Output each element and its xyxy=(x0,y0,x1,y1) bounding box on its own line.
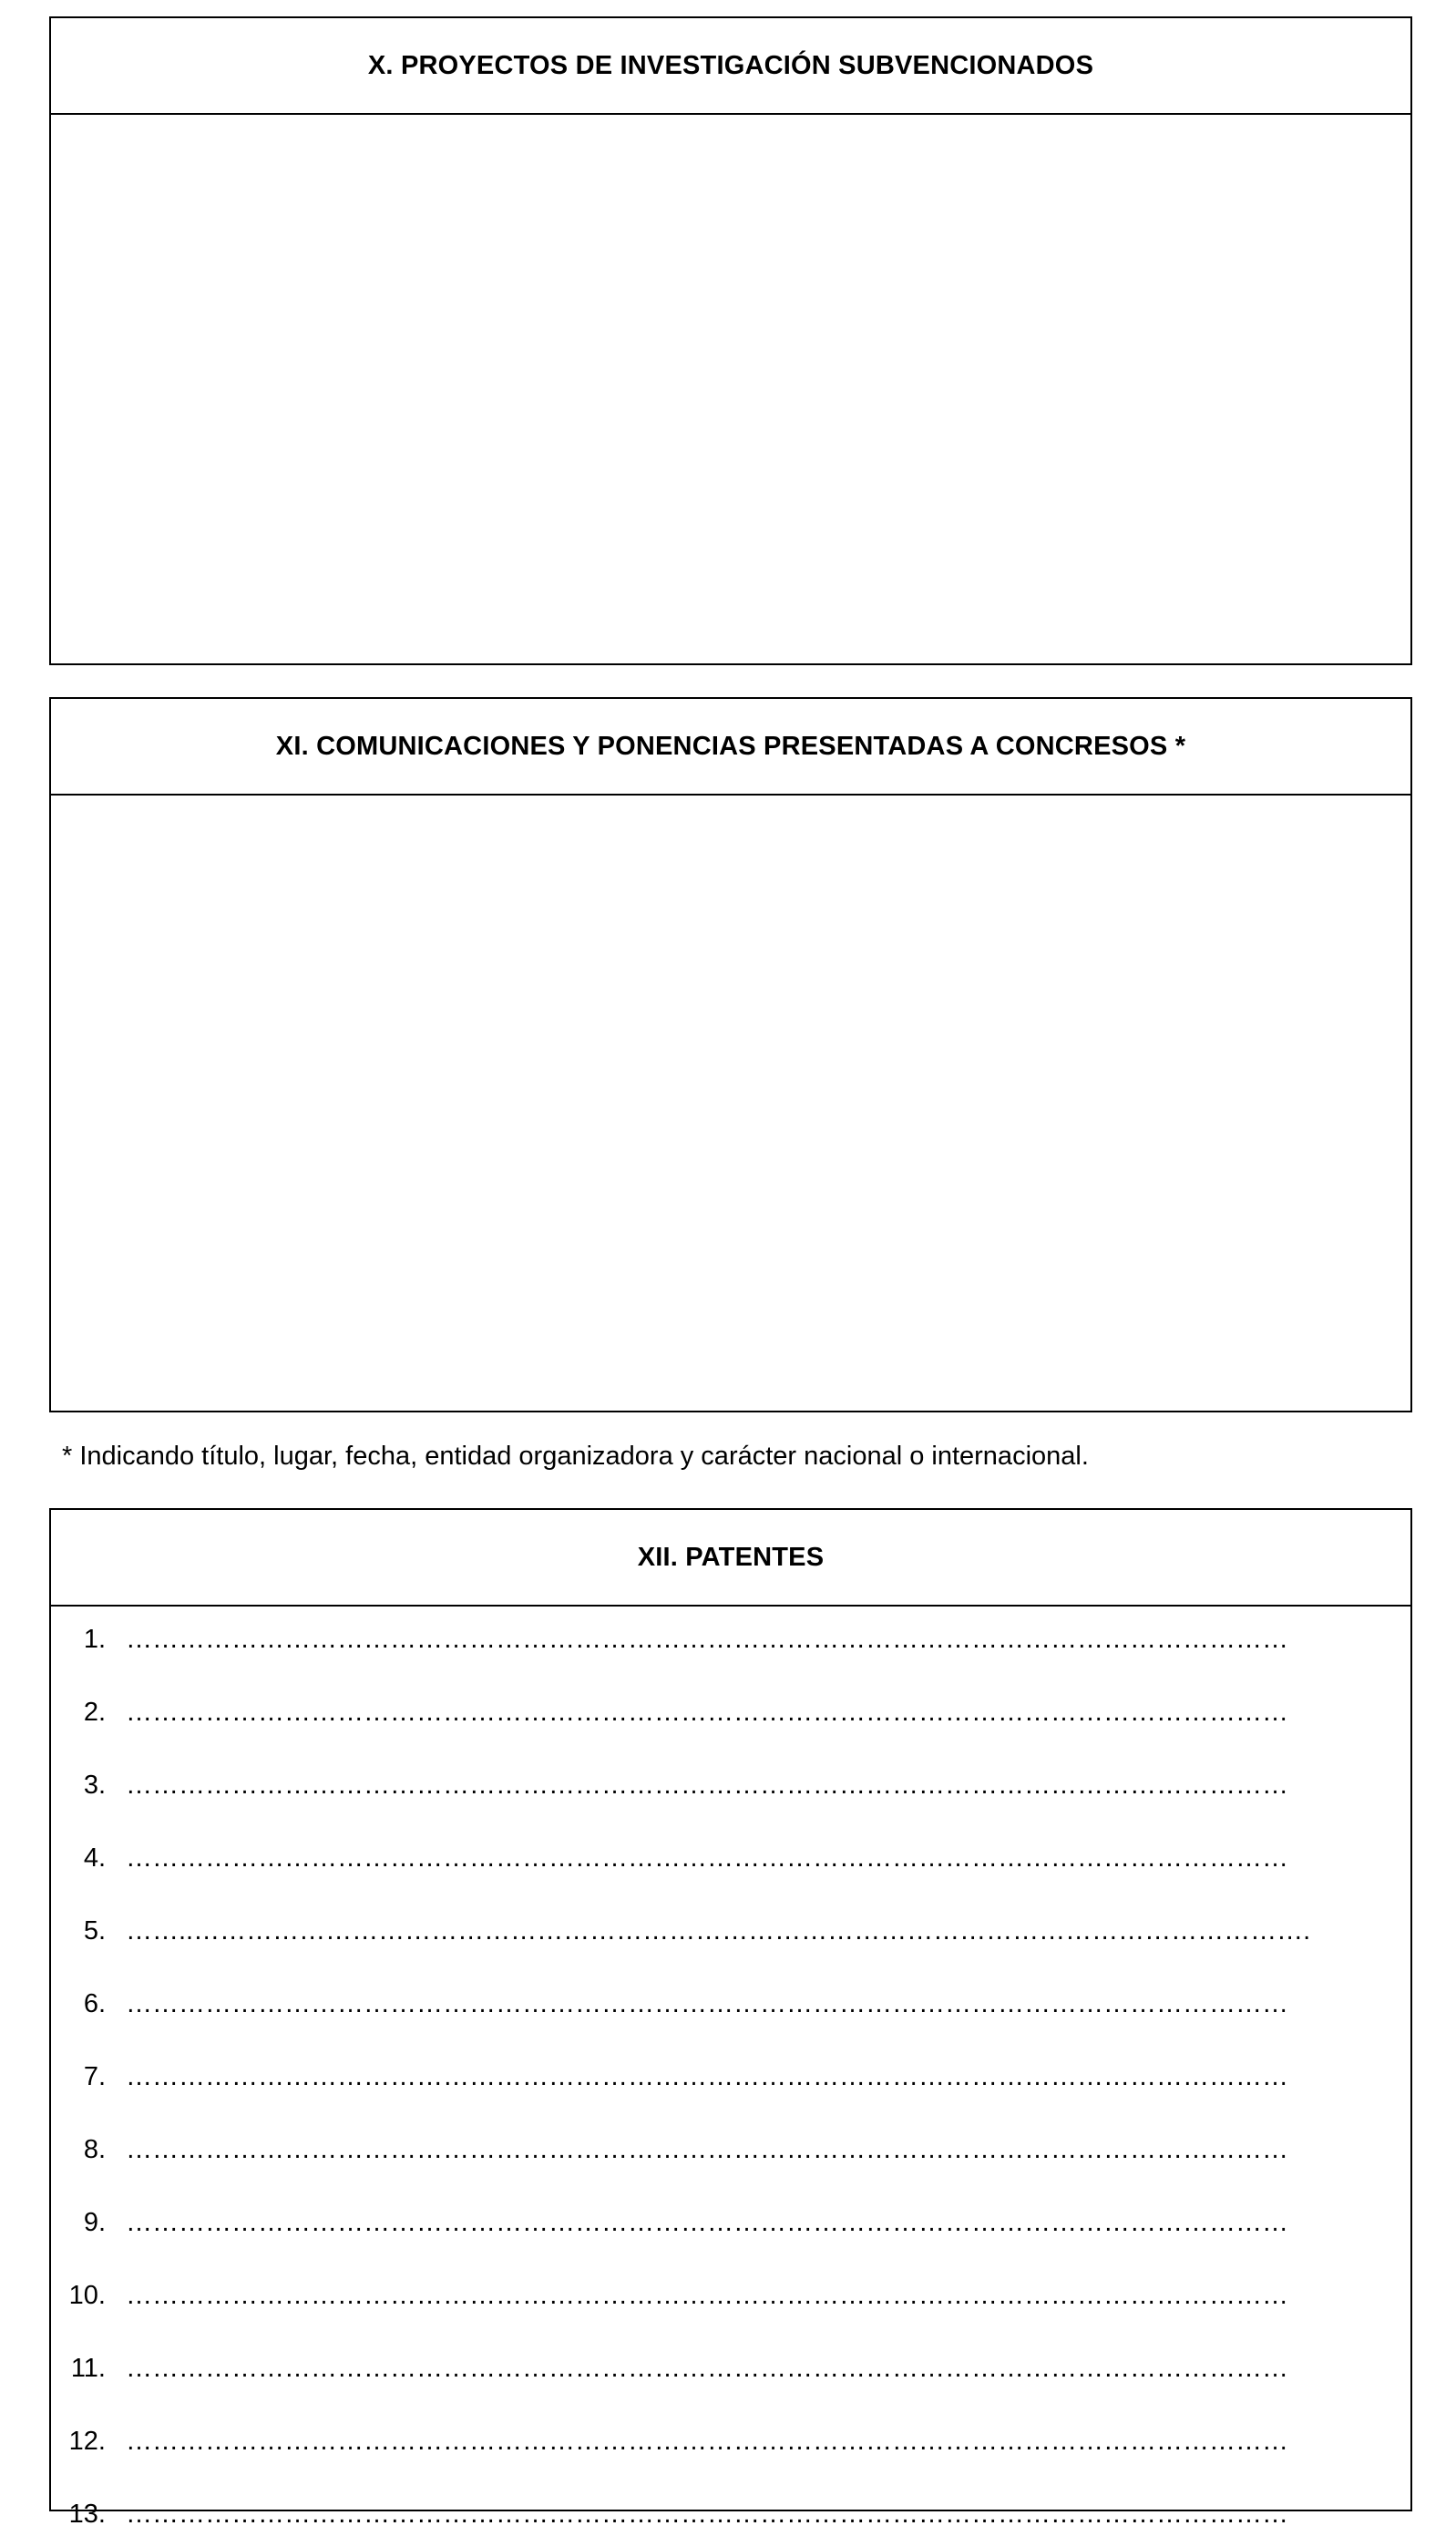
section-title-xi: XI. COMUNICACIONES Y PONENCIAS PRESENTADAS A CONCRESOS * xyxy=(51,699,1410,796)
patent-number: 9. xyxy=(83,2208,106,2237)
patent-row xyxy=(51,2208,1410,2244)
patent-number: 8. xyxy=(83,2135,106,2164)
patent-row xyxy=(51,2500,1410,2536)
patent-number: 2. xyxy=(83,1698,106,1727)
patent-number: 7. xyxy=(83,2062,106,2091)
patent-entry-line[interactable]: ……..………………………………………………………………………………………………………………. xyxy=(126,1916,1311,1946)
section-title-x: X. PROYECTOS DE INVESTIGACIÓN SUBVENCIONADOS xyxy=(51,18,1410,115)
section-patentes xyxy=(49,1508,1412,2529)
section-title-xii: XII. PATENTES xyxy=(51,1510,1410,1607)
patent-entry-line[interactable]: …………………………………………………………………………………………………………………… xyxy=(126,1843,1288,1873)
patent-row xyxy=(51,1625,1410,1661)
patent-entry-line[interactable]: …………………………………………………………………………………………………………………… xyxy=(126,2281,1288,2310)
patent-row xyxy=(51,2354,1410,2390)
patent-entry-line[interactable]: …………………………………………………………………………………………………………………… xyxy=(126,2500,1288,2529)
patent-entry-line[interactable]: …………………………………………………………………………………………………………………… xyxy=(126,2208,1288,2237)
patent-number: 5. xyxy=(83,1916,106,1946)
patent-entry-line[interactable]: …………………………………………………………………………………………………………………… xyxy=(126,1698,1288,1727)
patent-row xyxy=(51,2135,1410,2172)
section-comunicaciones-ponencias xyxy=(49,697,1412,1412)
patent-row xyxy=(51,1698,1410,1734)
patent-row xyxy=(51,1843,1410,1880)
patent-row xyxy=(51,1771,1410,1807)
patent-number: 11. xyxy=(70,2354,106,2383)
patent-entry-line[interactable]: …………………………………………………………………………………………………………………… xyxy=(126,2354,1288,2383)
patent-entry-line[interactable]: …………………………………………………………………………………………………………………… xyxy=(126,2062,1288,2091)
patent-number: 13. xyxy=(68,2500,106,2529)
patent-number: 6. xyxy=(83,1989,106,2018)
patent-row xyxy=(51,1989,1410,2026)
patent-number: 1. xyxy=(83,1625,106,1654)
footnote: * Indicando título, lugar, fecha, entidad organizadora y carácter nacional o internacional. xyxy=(62,1442,1089,1471)
patent-entry-line[interactable]: …………………………………………………………………………………………………………………… xyxy=(126,1989,1288,2018)
patent-row xyxy=(51,2281,1410,2317)
patent-entry-line[interactable]: …………………………………………………………………………………………………………………… xyxy=(126,2135,1288,2164)
patent-number: 12. xyxy=(68,2427,106,2456)
patent-row xyxy=(51,1916,1410,1953)
patent-number: 10. xyxy=(68,2281,106,2310)
patent-row xyxy=(51,2062,1410,2099)
patent-entry-line[interactable]: …………………………………………………………………………………………………………………… xyxy=(126,2427,1288,2456)
patent-number: 3. xyxy=(83,1771,106,1800)
patent-entry-line[interactable]: …………………………………………………………………………………………………………………… xyxy=(126,1771,1288,1800)
patent-row xyxy=(51,2427,1410,2463)
section-proyectos-investigacion xyxy=(49,16,1412,665)
patent-entry-line[interactable]: …………………………………………………………………………………………………………………… xyxy=(126,1625,1288,1654)
patent-number: 4. xyxy=(83,1843,106,1873)
